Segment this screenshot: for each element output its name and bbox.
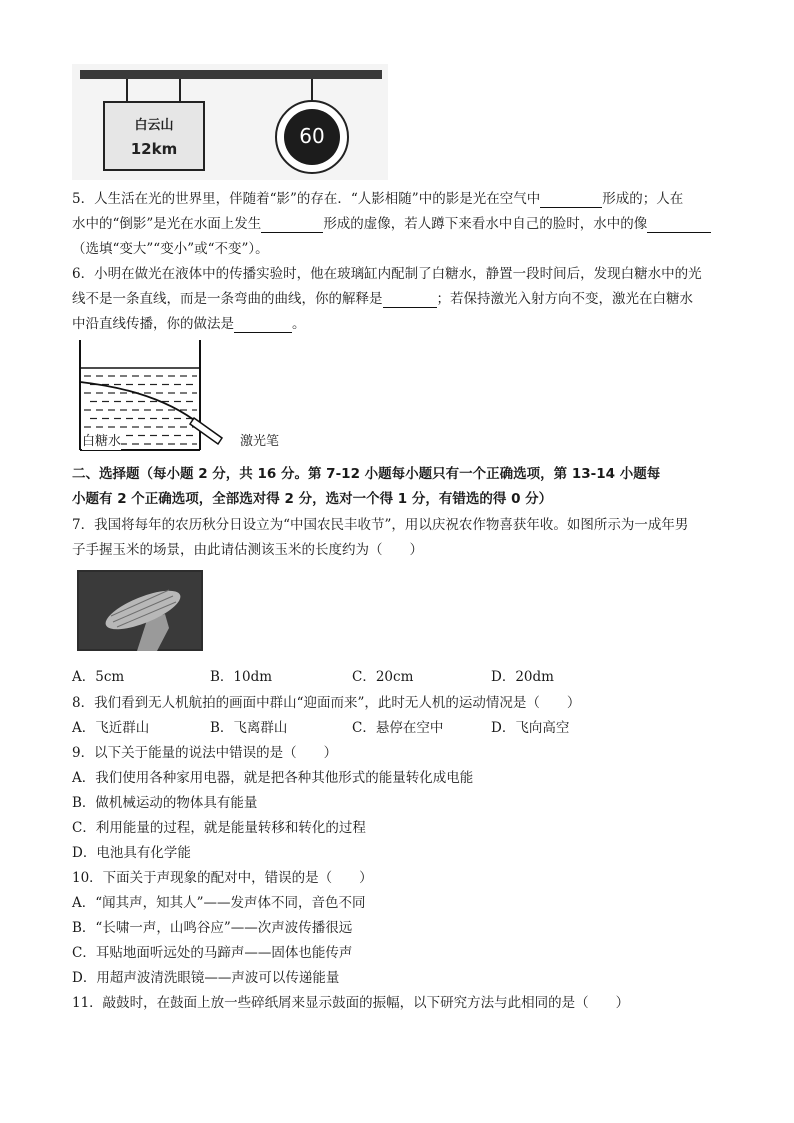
- q9-stem: 9．以下关于能量的说法中错误的是（ ）: [72, 745, 338, 761]
- q7-option-c[interactable]: C．20cm: [352, 669, 414, 685]
- road-sign-figure: [72, 64, 388, 180]
- sign-distance: 12km: [130, 140, 178, 158]
- q10-option-b[interactable]: B．“长啸一声，山鸣谷应”——次声波传播很远: [72, 920, 353, 936]
- q6-line3: 中沿直线传播，你的做法是 。: [72, 316, 306, 332]
- q7-option-a[interactable]: A．5cm: [72, 669, 125, 685]
- label-laser-pen: 激光笔: [240, 434, 280, 449]
- q10-option-c[interactable]: C．耳贴地面听远处的马蹄声——固体也能传声: [72, 945, 353, 961]
- laser-pen: [190, 418, 222, 444]
- q9-option-b[interactable]: B．做机械运动的物体具有能量: [72, 795, 258, 811]
- section2-heading-line2: 小题有 2 个正确选项，全部选对得 2 分，选对一个得 1 分，有错选的得 0 分）: [72, 491, 553, 507]
- q6-blank-2: [234, 318, 292, 333]
- q8-option-c[interactable]: C．悬停在空中: [352, 720, 444, 736]
- sign-place-name: 白云山: [134, 118, 174, 133]
- q7-option-b[interactable]: B．10dm: [210, 669, 273, 685]
- q10-option-d[interactable]: D．用超声波清洗眼镜——声波可以传递能量: [72, 970, 340, 986]
- sign-pole: [80, 70, 382, 79]
- q8-option-b[interactable]: B．飞离群山: [210, 720, 288, 736]
- q9-option-a[interactable]: A．我们使用各种家用电器，就是把各种其他形式的能量转化成电能: [72, 770, 474, 786]
- distance-sign: [104, 102, 204, 170]
- corn-photo-drawing: [77, 570, 203, 651]
- q7-option-d[interactable]: D．20dm: [491, 669, 554, 685]
- q5-line3: （选填“变大”“变小”或“不变”）。: [72, 241, 269, 257]
- label-sugar-water: 白糖水: [82, 434, 122, 449]
- q8-option-a[interactable]: A．飞近群山: [72, 720, 150, 736]
- q6-blank-1: [383, 293, 437, 308]
- q9-option-d[interactable]: D．电池具有化学能: [72, 845, 191, 861]
- q8-stem: 8．我们看到无人机航拍的画面中群山“迎面而来”，此时无人机的运动情况是（ ）: [72, 695, 581, 711]
- sugar-water-figure: [72, 338, 302, 456]
- corn-photo: [77, 570, 203, 651]
- q10-stem: 10．下面关于声现象的配对中，错误的是（ ）: [72, 870, 373, 886]
- q6-line2: 线不是一条直线，而是一条弯曲的曲线，你的解释是 ；若保持激光入射方向不变，激光在白糖水: [72, 291, 693, 307]
- q10-option-a[interactable]: A．“闻其声，知其人”——发声体不同，音色不同: [72, 895, 366, 911]
- speed-limit-value: 60: [299, 124, 325, 148]
- q7-line1: 7．我国将每年的农历秋分日设立为“中国农民丰收节”，用以庆祝农作物喜获年收。如图所示为一成年男: [72, 517, 689, 533]
- q6-line1: 6．小明在做光在液体中的传播实验时，他在玻璃缸内配制了白糖水，静置一段时间后，发现白糖水中的光: [72, 266, 702, 282]
- q5-blank-1: [540, 193, 602, 208]
- q5-blank-2: [261, 218, 323, 233]
- q5-line2: 水中的“倒影”是光在水面上发生 形成的虚像，若人蹲下来看水中自己的脸时，水中的像: [72, 215, 711, 233]
- q7-line2: 子手握玉米的场景，由此请估测该玉米的长度约为（ ）: [72, 542, 423, 558]
- q8-option-d[interactable]: D．飞向高空: [491, 720, 570, 736]
- q5-line1: 5．人生活在光的世界里，伴随着“影”的存在．“人影相随”中的影是光在空气中 形成的；人在: [72, 191, 684, 207]
- q5-blank-3: [647, 218, 711, 233]
- q9-option-c[interactable]: C．利用能量的过程，就是能量转移和转化的过程: [72, 820, 366, 836]
- q11-stem: 11．敲鼓时，在鼓面上放一些碎纸屑来显示鼓面的振幅，以下研究方法与此相同的是（ ）: [72, 995, 630, 1011]
- section2-heading-line1: 二、选择题（每小题 2 分，共 16 分。第 7-12 小题每小题只有一个正确选项，第 13-14 小题每: [72, 466, 661, 482]
